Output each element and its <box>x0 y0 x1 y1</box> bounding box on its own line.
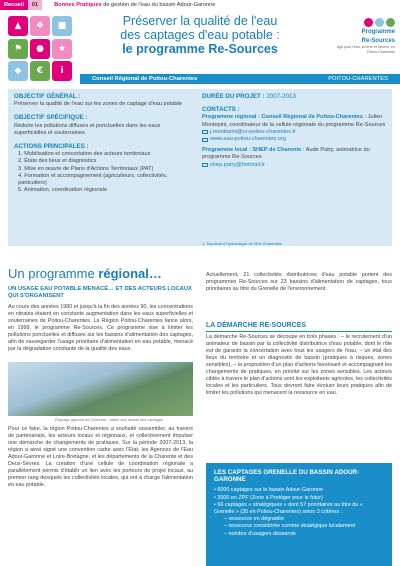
photo-caption: Paysage agricole de Charente - vallée aux abords des captages <box>55 418 163 422</box>
footnote: 1. Syndicat d'Hydraulique de l'Est Charentais <box>202 241 282 246</box>
pictogram-tile-icon: ❖ <box>30 16 50 36</box>
list-item: 4. Formation et accompagnement (agriculteurs, collectivités, particuliers) <box>18 172 168 187</box>
website-link[interactable]: www.eau-poitou-charentes.org <box>202 136 388 143</box>
issue-number: 01 <box>28 0 42 10</box>
list-item: • 6000 captages sur le bassin Adour-Garonne <box>214 487 323 494</box>
section-subheading: UN USAGE EAU POTABLE MENACÉ… ET DES ACTEURS LOCAUX QUI S'ORGANISENT <box>8 286 192 299</box>
duration: DURÉE DU PROJET : 2007-2013 <box>202 93 296 100</box>
pictogram-tile-icon: ⚑ <box>8 39 28 59</box>
re-sources-logo: Programme Re-Sources Agir pour l'eau, la terre et l'avenir, en Poitou-Charentes <box>333 18 395 54</box>
partner-band: Conseil Régional de Poitou-Charentes POITOU-CHARENTES <box>80 74 400 84</box>
envelope-icon <box>202 130 208 134</box>
email-link-1[interactable]: j.montepini@cr-poitou-charentes.fr <box>202 129 388 136</box>
list-item: 3. Mise en œuvre de Plans d'Actions Territoriaux (PAT) <box>18 165 154 172</box>
landscape-photo <box>8 362 193 416</box>
pictogram-tile-icon: ■ <box>52 16 72 36</box>
envelope-icon <box>202 163 208 167</box>
title-line-3: le programme Re-Sources <box>122 42 278 56</box>
title-line-2: des captages d'eau potable : <box>120 28 280 42</box>
logo-dots-icon <box>333 18 395 27</box>
summary-right-column: DURÉE DU PROJET : 2007-2013 CONTACTS : Programme régional : Conseil Régional de Poitou-Charentes : Julien Montepini, coordinateur de la cellule régionale du programme Re-Sources j.montepini@cr-poitou-charentes.fr www.eau-poitou-charentes.org Programme local : SHEP de Charente : Aude Patry, animatrice du programme Re-Sources shep.patry@hotmail.fr 1. Syndicat d'Hydraulique de l'Est Charentais <box>202 93 388 175</box>
collection-title: Bonnes Pratiques de gestion de l'eau du bassin Adour-Garonne <box>54 2 216 8</box>
list-item: 1. Mobilisation et concertation des acteurs territoriaux <box>18 151 151 158</box>
divider <box>206 331 392 332</box>
list-item: – ressource en dégradée <box>224 516 284 523</box>
demarche-heading: LA DÉMARCHE RE-SOURCES <box>206 322 307 329</box>
email-link-2[interactable]: shep.patry@hotmail.fr <box>202 162 388 169</box>
list-item: 5. Animation, coordination régionale <box>18 187 107 194</box>
pictogram-tile-icon: ● <box>30 39 50 59</box>
list-item: – nombre d'usagers desservis <box>224 530 296 537</box>
list-item: 2. États des lieux et diagnostics <box>18 158 97 165</box>
page-title <box>100 14 300 56</box>
section-heading: Un programme régional… <box>8 266 162 281</box>
pictogram-tiles <box>8 16 74 82</box>
globe-icon <box>202 138 208 142</box>
summary-box <box>8 89 392 246</box>
pictogram-tile-icon: ◆ <box>8 61 28 81</box>
title-line-1: Préserver la qualité de l'eau <box>122 14 278 28</box>
pictogram-tile-icon: ▲ <box>8 16 28 36</box>
paragraph-demarche: La démarche Re-Sources se découpe en trois phases : – le recrutement d'un animateur de bassin par la collectivité distributrice d'eau potable, dont le rôle est de garantir la concertation avec tous les usagers de l'eau, – un état des lieux du territoire et un diagnostic de bassin (pratiques à risques, zones sensibles), – la proposition d'un plan d'actions favorisant et accompagnant les changements de pratiques, en priorité sur les zones sensibles. Les acteurs ciblés à travers le plan d'actions sont les exploitants agricoles, les collectivités locales et les particuliers. Tous devront faire évoluer leurs pratiques afin de limiter les pollutions qui menacent la ressource en eau. <box>206 334 392 396</box>
pictogram-tile-icon: i <box>52 61 72 81</box>
top-bar <box>0 0 400 10</box>
paragraph-intro: Au cours des années 1980 et jusqu'à la fin des années 90, les concentrations en nitrates étaient en constante augmentation dans les eaux superficielles et souterraines de Poitou-Charentes. La Région Poitou-Charentes lance alors, en 1999, le programme Re-Sources. Ce programme vise à limiter les pollutions ponctuelles et diffuses sur les bassins d'alimentation des captages, afin de sauvegarder l'usage prioritaire d'alimentation en eau potable, menacé par la dégradation constante de la qualité des eaux. <box>8 304 193 352</box>
list-item: • 66 captages « stratégiques » dont 57 prioritaires au titre du « Grenelle » (35 en Poitou-Charentes) selon 3 critères : <box>214 501 363 516</box>
list-item: • 2000 en ZPF (Zone à Protéger pour le futur) <box>214 494 323 501</box>
grenelle-list <box>214 487 384 537</box>
collection-tag: Recueil <box>0 0 28 10</box>
list-item: – ressource considérée comme stratégique localement <box>224 523 355 530</box>
actions-list <box>14 151 194 194</box>
grenelle-box: LES CAPTAGES GRENELLE DU BASSIN ADOUR-GARONNE • 6000 captages sur le bassin Adour-Garonne • 2000 en ZPF (Zone à Protéger pour le futur) • 66 captages « stratégiques » dont 57 prioritaires au titre du « Grenelle » (35 en Poitou-Charentes) selon 3 critères : – ressource en dégradée – ressource considérée comme stratégique localement – nombre d'usagers desservis <box>206 463 392 566</box>
pictogram-tile-icon: € <box>30 61 50 81</box>
summary-left-column: OBJECTIF GÉNÉRAL : Préserver la qualité de l'eau sur les zones de captage d'eau potable OBJECTIF SPÉCIFIQUE : Réduire les pollutions diffuses et ponctuelles dans les eaux superficielles et souterraines ACTIONS PRINCIPALES : 1. Mobilisation et concertation des acteurs territoriaux 2. États des lieux et diagnostics 3. Mise en œuvre de Plans d'Actions Territoriaux (PAT) 4. Formation et accompagnement (agriculteurs, collectivités, particuliers) 5. Animation, coordination régionale <box>14 93 194 200</box>
paragraph-partnerships: Pour ce faire, la région Poitou-Charentes a souhaité rassembler, au travers de partenariats, les acteurs locaux et régionaux, et collectivement impulser une démarche de changements de pratiques. Sur la période 2007-2013, la région a ainsi signé une convention cadre avec l'État, les Agences de l'Eau Adour-Garonne et Loire-Bretagne, et les départements de la Charente et des Deux-Sèvres. La création d'une cellule de coordination régionale a parallèlement permis d'établir un lien avec les porteurs de projet locaux, au premier rang desquels les collectivités locales, qui ont à charge l'alimentation en eau potable. <box>8 426 193 488</box>
pictogram-tile-icon: ★ <box>52 39 72 59</box>
paragraph-collectivities: Actuellement, 21 collectivités distributrices d'eau potable portent des programmes Re-Sources sur 23 bassins d'alimentation de captages, tous prioritaires au titre du Grenelle de l'environnement. <box>206 272 392 292</box>
